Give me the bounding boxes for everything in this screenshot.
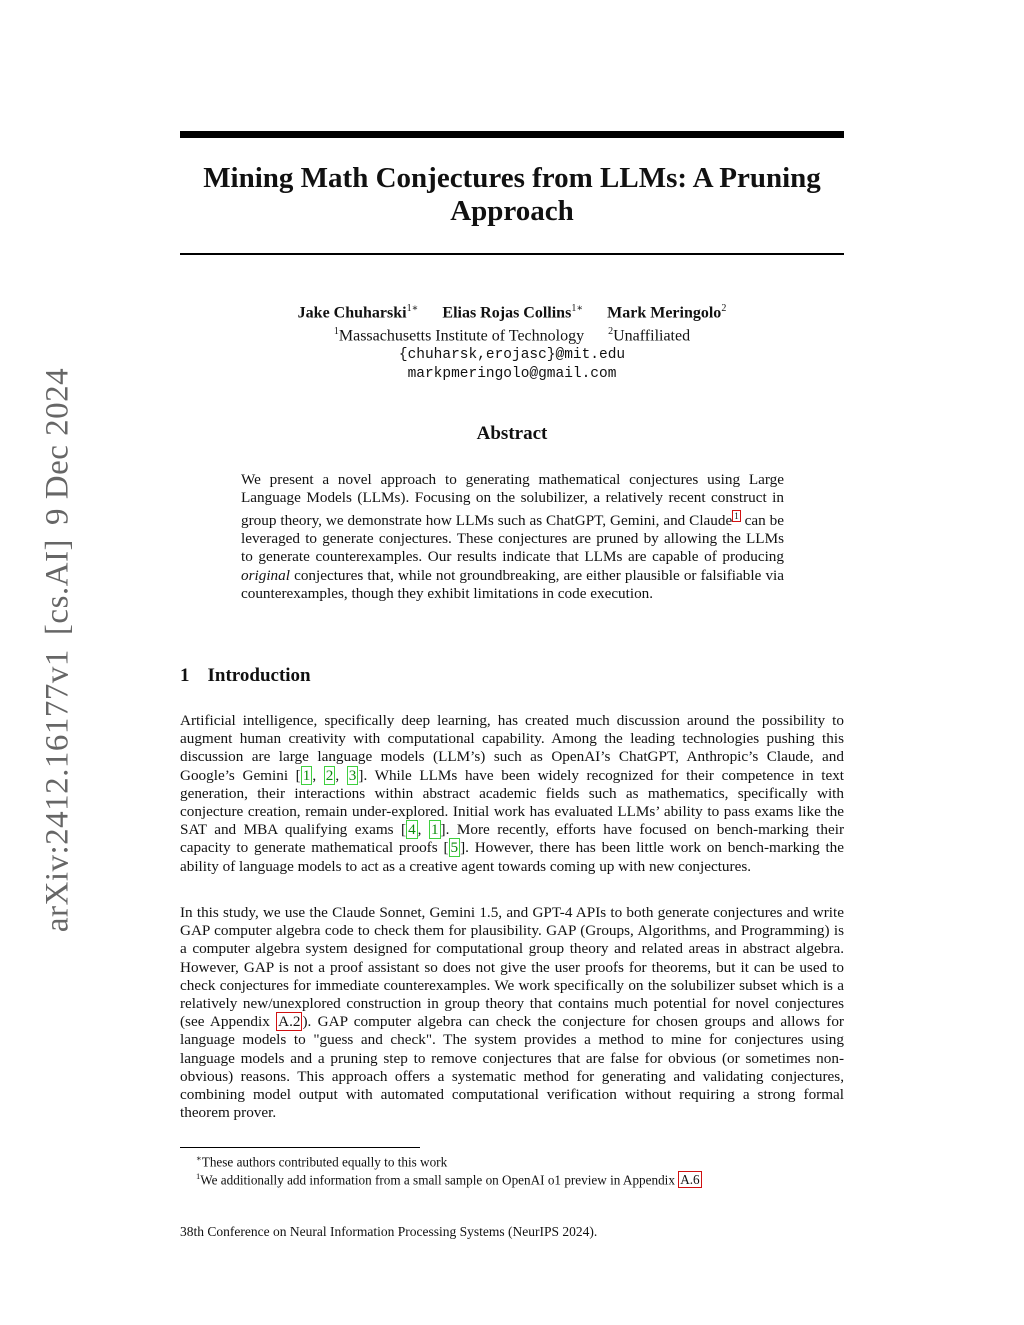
footnote-2 bbox=[196, 1168, 702, 1188]
intro1-sep-2: , bbox=[335, 766, 347, 784]
paper-title bbox=[180, 162, 844, 228]
author-3-sup: 2 bbox=[721, 303, 727, 314]
intro-paragraph-1 bbox=[180, 712, 844, 876]
author-block bbox=[180, 299, 844, 384]
abstract-text bbox=[241, 471, 784, 603]
footnote-1-text: These authors contributed equally to this work bbox=[201, 1154, 448, 1170]
author-1: Jake Chuharski bbox=[297, 304, 407, 322]
citation-link[interactable]: 1 bbox=[430, 821, 439, 839]
title-line-2: Approach bbox=[450, 195, 574, 227]
intro1-text-1: Artificial intelligence, specifically deep learning, has created much discussion around the possibility to augment human creativity with computational capability. Among the leading technologies pushing this discussion are large language models (LLM’s) such as OpenAI’s ChatGPT, Anthropic’s Claude, and Google’s Gemini [ bbox=[180, 712, 844, 784]
section-title: Introduction bbox=[207, 665, 311, 686]
citation-link[interactable]: 5 bbox=[450, 839, 459, 857]
footnote-1-mark: ∗ bbox=[196, 1153, 202, 1163]
intro2-text-2: ). GAP computer algebra can check the conjecture for chosen groups and allows for language models to "guess and check". The system provides a method to mine for conjectures using language models and a pruning step to remove conjectures that are false for obvious (or sometimes non-obvious) reasons. This approach offers a systematic method for generating and validating conjectures, combining model output with automated computational verification without requiring a strong formal theorem prover. bbox=[180, 1013, 844, 1122]
arxiv-category: [cs.AI] bbox=[39, 539, 76, 636]
intro-paragraph-2 bbox=[180, 904, 844, 1122]
intro1-text-3: ]. More recently, efforts have focused on bench-marking their capacity to generate mathematical proofs [ bbox=[180, 821, 845, 857]
affiliations bbox=[180, 322, 844, 345]
citation-link[interactable]: 4 bbox=[408, 821, 416, 839]
venue-footer: 38th Conference on Neural Information Processing Systems (NeurIPS 2024). bbox=[180, 1224, 598, 1239]
footnote-1-link[interactable]: 1 bbox=[734, 511, 739, 522]
abstract-heading: Abstract bbox=[476, 423, 548, 444]
section-number: 1 bbox=[180, 665, 190, 686]
author-1-sup: 1∗ bbox=[406, 303, 419, 314]
abstract-emphasis: original bbox=[241, 566, 290, 584]
arxiv-date: 9 Dec 2024 bbox=[39, 367, 76, 526]
intro1-text-2: ]. While LLMs have been widely recognized for their competence in text generation, their interactions within abstract academic fields such as mathematics, specifically with conjecture creation, remain under-explored. Initial work has evaluated LLMs’ ability to pass exams like the SAT and MBA qualifying exams [ bbox=[180, 766, 845, 839]
intro1-sep-3: , bbox=[417, 821, 429, 839]
footnote-2-mark: 1 bbox=[196, 1171, 201, 1181]
arxiv-id: arXiv:2412.16177v1 bbox=[39, 649, 76, 933]
appendix-link[interactable]: A.6 bbox=[680, 1172, 700, 1188]
intro2-text-1: In this study, we use the Claude Sonnet, Gemini 1.5, and GPT-4 APIs to both generate conjectures and write GAP computer algebra code to check them for plausibility. GAP (Groups, Algorithms, and Programming) is a computer algebra system designed for computational group theory and related areas in abstract algebra. However, GAP is not a proof assistant so does not give the user proofs for theorems, but it can be used to check conjectures for immediate counterexamples. We work specifically on the solubilizer subset which is a relatively new/unexplored construction in group theory that contains much potential for novel conjectures (see Appendix bbox=[180, 904, 844, 1031]
affiliation-1-sup: 1 bbox=[333, 326, 339, 338]
affiliation-2-sup: 2 bbox=[608, 326, 614, 338]
author-2-sup: 1∗ bbox=[571, 303, 584, 314]
section-heading bbox=[180, 665, 329, 687]
intro1-text-4: ]. However, there has been little work on bench-marking the ability of language models to act as a creative agent towards coming up with new conjectures. bbox=[180, 839, 845, 875]
author-2: Elias Rojas Collins bbox=[442, 304, 572, 322]
author-names bbox=[180, 299, 844, 322]
title-line-1: Mining Math Conjectures from LLMs: A Pruning bbox=[203, 162, 821, 194]
email-2: markpmeringolo@gmail.com bbox=[407, 365, 617, 382]
title-bottom-rule bbox=[180, 253, 844, 255]
arxiv-stamp bbox=[40, 361, 77, 939]
email-1: {chuharsk,erojasc}@mit.edu bbox=[398, 346, 626, 363]
citation-link[interactable]: 1 bbox=[302, 766, 311, 784]
author-3: Mark Meringolo bbox=[607, 304, 722, 322]
affiliation-2: Unaffiliated bbox=[613, 327, 691, 345]
citation-link[interactable]: 3 bbox=[348, 766, 357, 784]
appendix-link[interactable]: A.2 bbox=[278, 1013, 301, 1031]
footnote-rule bbox=[180, 1147, 420, 1148]
abstract-part-2: can be leveraged to generate conjectures. These conjectures are pruned by allowing the LLMs to generate counterexamples. Our results indicate that LLMs are capable of producing bbox=[241, 512, 784, 566]
intro1-sep-1: , bbox=[312, 766, 324, 784]
footnote-2-text: We additionally add information from a small sample on OpenAI o1 preview in Appendix bbox=[200, 1172, 679, 1188]
title-top-rule bbox=[180, 131, 844, 138]
affiliation-1: Massachusetts Institute of Technology bbox=[338, 327, 585, 345]
abstract-part-3: conjectures that, while not groundbreaking, are either plausible or falsifiable via counterexamples, though they exhibit limitations in code execution. bbox=[241, 566, 784, 602]
abstract-part-1: We present a novel approach to generating mathematical conjectures using Large Language Models (LLMs). Focusing on the solubilizer, a relatively recent construct in group theory, we demonstrate how LLMs such as ChatGPT, Gemini, and Claude bbox=[241, 471, 784, 530]
citation-link[interactable]: 2 bbox=[325, 766, 334, 784]
